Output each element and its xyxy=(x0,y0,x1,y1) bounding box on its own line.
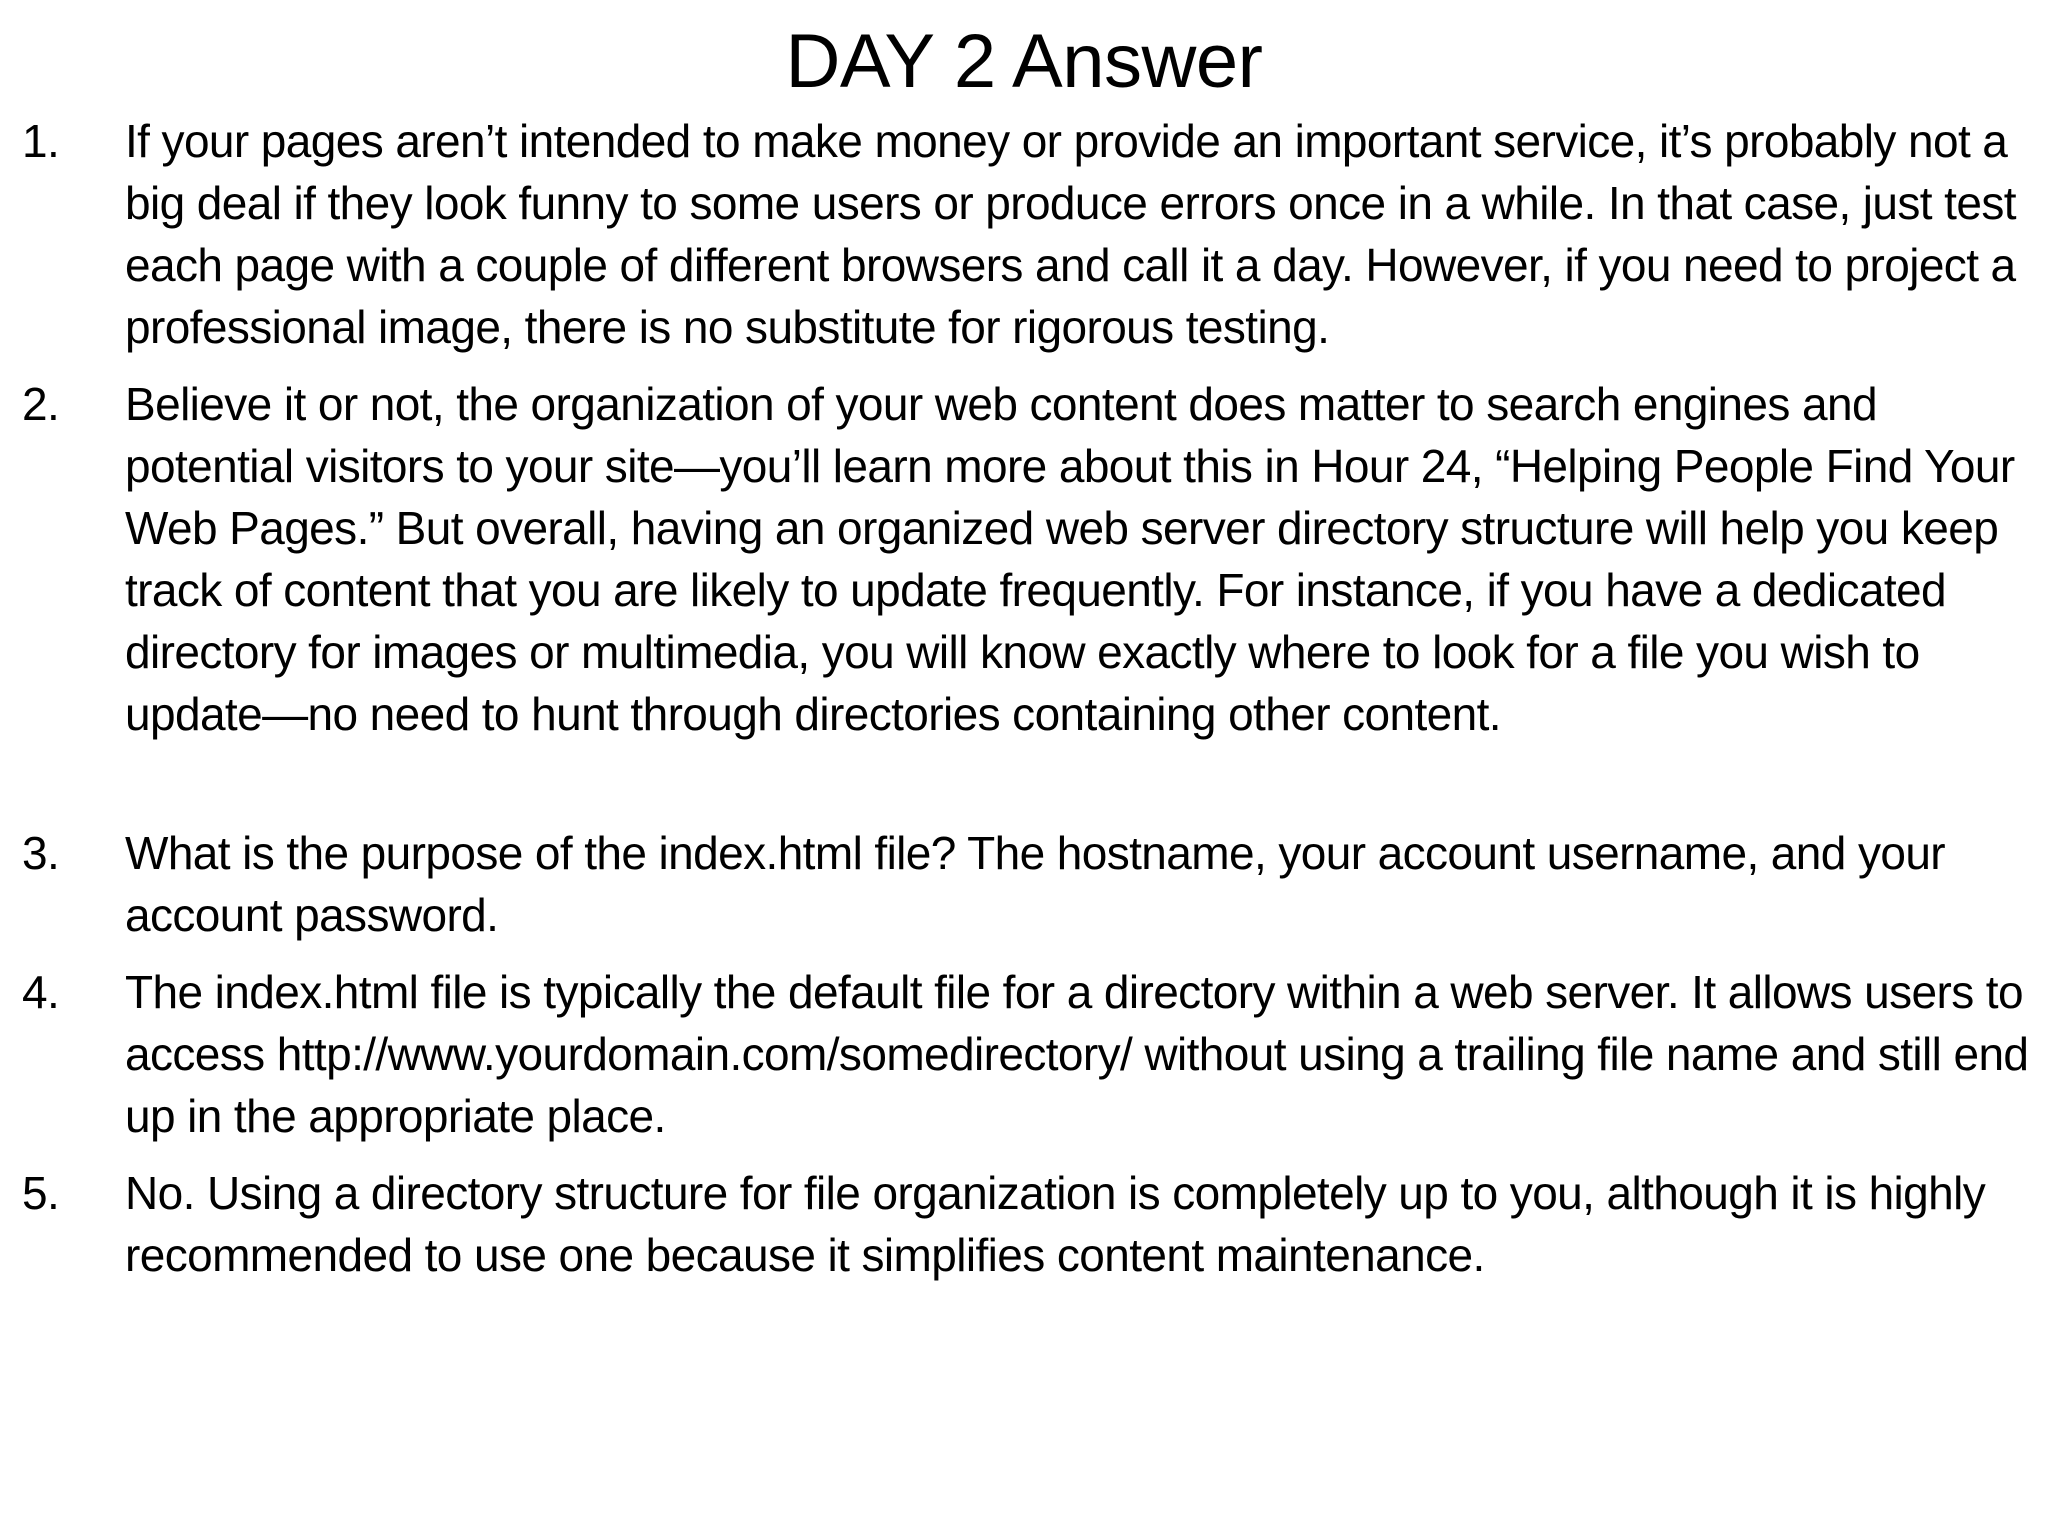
answer-number: 2. xyxy=(22,378,60,430)
answer-text: No. Using a directory structure for file organization is completely up to you, although it is highly recommended to use one because it simplifies content maintenance. xyxy=(125,1167,1986,1281)
answer-text: What is the purpose of the index.html file? The hostname, your account username, and your account password. xyxy=(125,827,1946,941)
answer-number: 4. xyxy=(22,966,60,1018)
answer-item-1 xyxy=(22,110,2032,358)
slide-title: DAY 2 Answer xyxy=(785,19,1263,104)
answer-text: The index.html file is typically the default file for a directory within a web server. It allows users to access http://www.yourdomain.com/somedirectory/ without using a trailing file name and still end up in the appropriate place. xyxy=(125,966,2029,1142)
answer-item-5 xyxy=(22,1162,2032,1286)
answer-item-4 xyxy=(22,961,2032,1147)
answer-text: If your pages aren’t intended to make money or provide an important service, it’s probably not a big deal if they look funny to some users or produce errors once in a while. In that case, just test each page with a couple of different browsers and call it a day. However, if you need to project a professional image, there is no substitute for rigorous testing. xyxy=(125,115,2016,353)
answer-number: 1. xyxy=(22,115,60,167)
answer-item-3 xyxy=(22,822,2032,946)
answer-number: 3. xyxy=(22,827,60,879)
answer-number: 5. xyxy=(22,1167,60,1219)
answer-item-2 xyxy=(22,373,2032,745)
answer-text: Believe it or not, the organization of your web content does matter to search engines and potential visitors to your site—you’ll learn more about this in Hour 24, “Helping People Find Your Web Pages.” But overall, having an organized web server directory structure will help you keep track of content that you are likely to update frequently. For instance, if you have a dedicated directory for images or multimedia, you will know exactly where to look for a file you wish to update—no need to hunt through directories containing other content. xyxy=(125,378,2015,740)
answer-list xyxy=(22,110,2032,1301)
